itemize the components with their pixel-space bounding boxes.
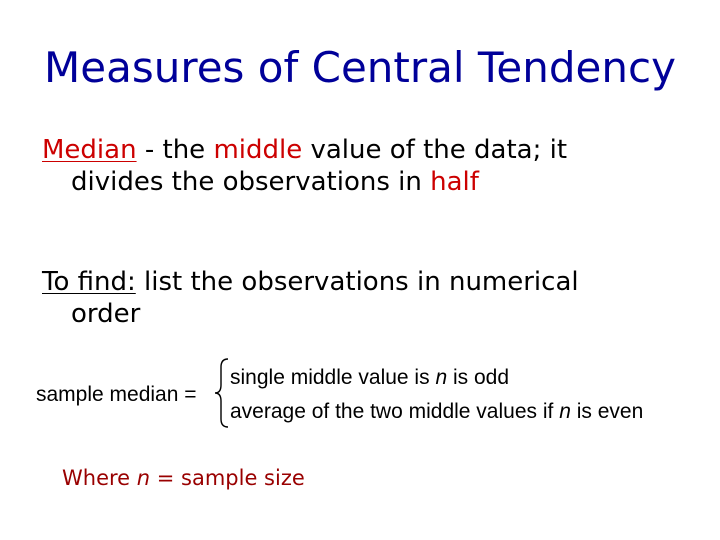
median-text-a: the bbox=[162, 135, 214, 165]
case-odd-text: single middle value is bbox=[230, 366, 436, 389]
case-even-text: average of the two middle values if bbox=[230, 400, 560, 423]
median-half-word: half bbox=[430, 167, 479, 197]
to-find-instruction bbox=[42, 266, 579, 330]
median-line-2 bbox=[42, 166, 567, 198]
median-middle-word: middle bbox=[213, 135, 303, 165]
case-odd-var: n bbox=[435, 366, 448, 389]
note-var: n bbox=[136, 466, 151, 490]
left-brace-icon bbox=[214, 357, 230, 429]
to-find-text: list the observations in numerical bbox=[135, 267, 579, 297]
formula-case-even bbox=[230, 400, 643, 424]
formula-case-odd bbox=[230, 366, 509, 390]
median-dash: - bbox=[136, 135, 163, 165]
note-text-b: = sample size bbox=[150, 466, 305, 490]
median-term: Median bbox=[42, 135, 137, 165]
case-even-tail: is even bbox=[570, 400, 644, 423]
formula-lhs: sample median = bbox=[36, 383, 197, 406]
median-text-b: value of the data; it bbox=[302, 135, 568, 165]
sample-size-note bbox=[62, 464, 305, 492]
note-text-a: Where bbox=[62, 466, 137, 490]
median-text-c: divides the observations in bbox=[71, 167, 431, 197]
median-definition bbox=[42, 134, 567, 198]
median-formula bbox=[36, 362, 696, 432]
to-find-label: To find: bbox=[42, 267, 136, 297]
to-find-line-2: order bbox=[71, 299, 141, 329]
slide-title: Measures of Central Tendency bbox=[44, 43, 676, 92]
case-even-var: n bbox=[559, 400, 571, 423]
case-odd-tail: is odd bbox=[447, 366, 509, 389]
